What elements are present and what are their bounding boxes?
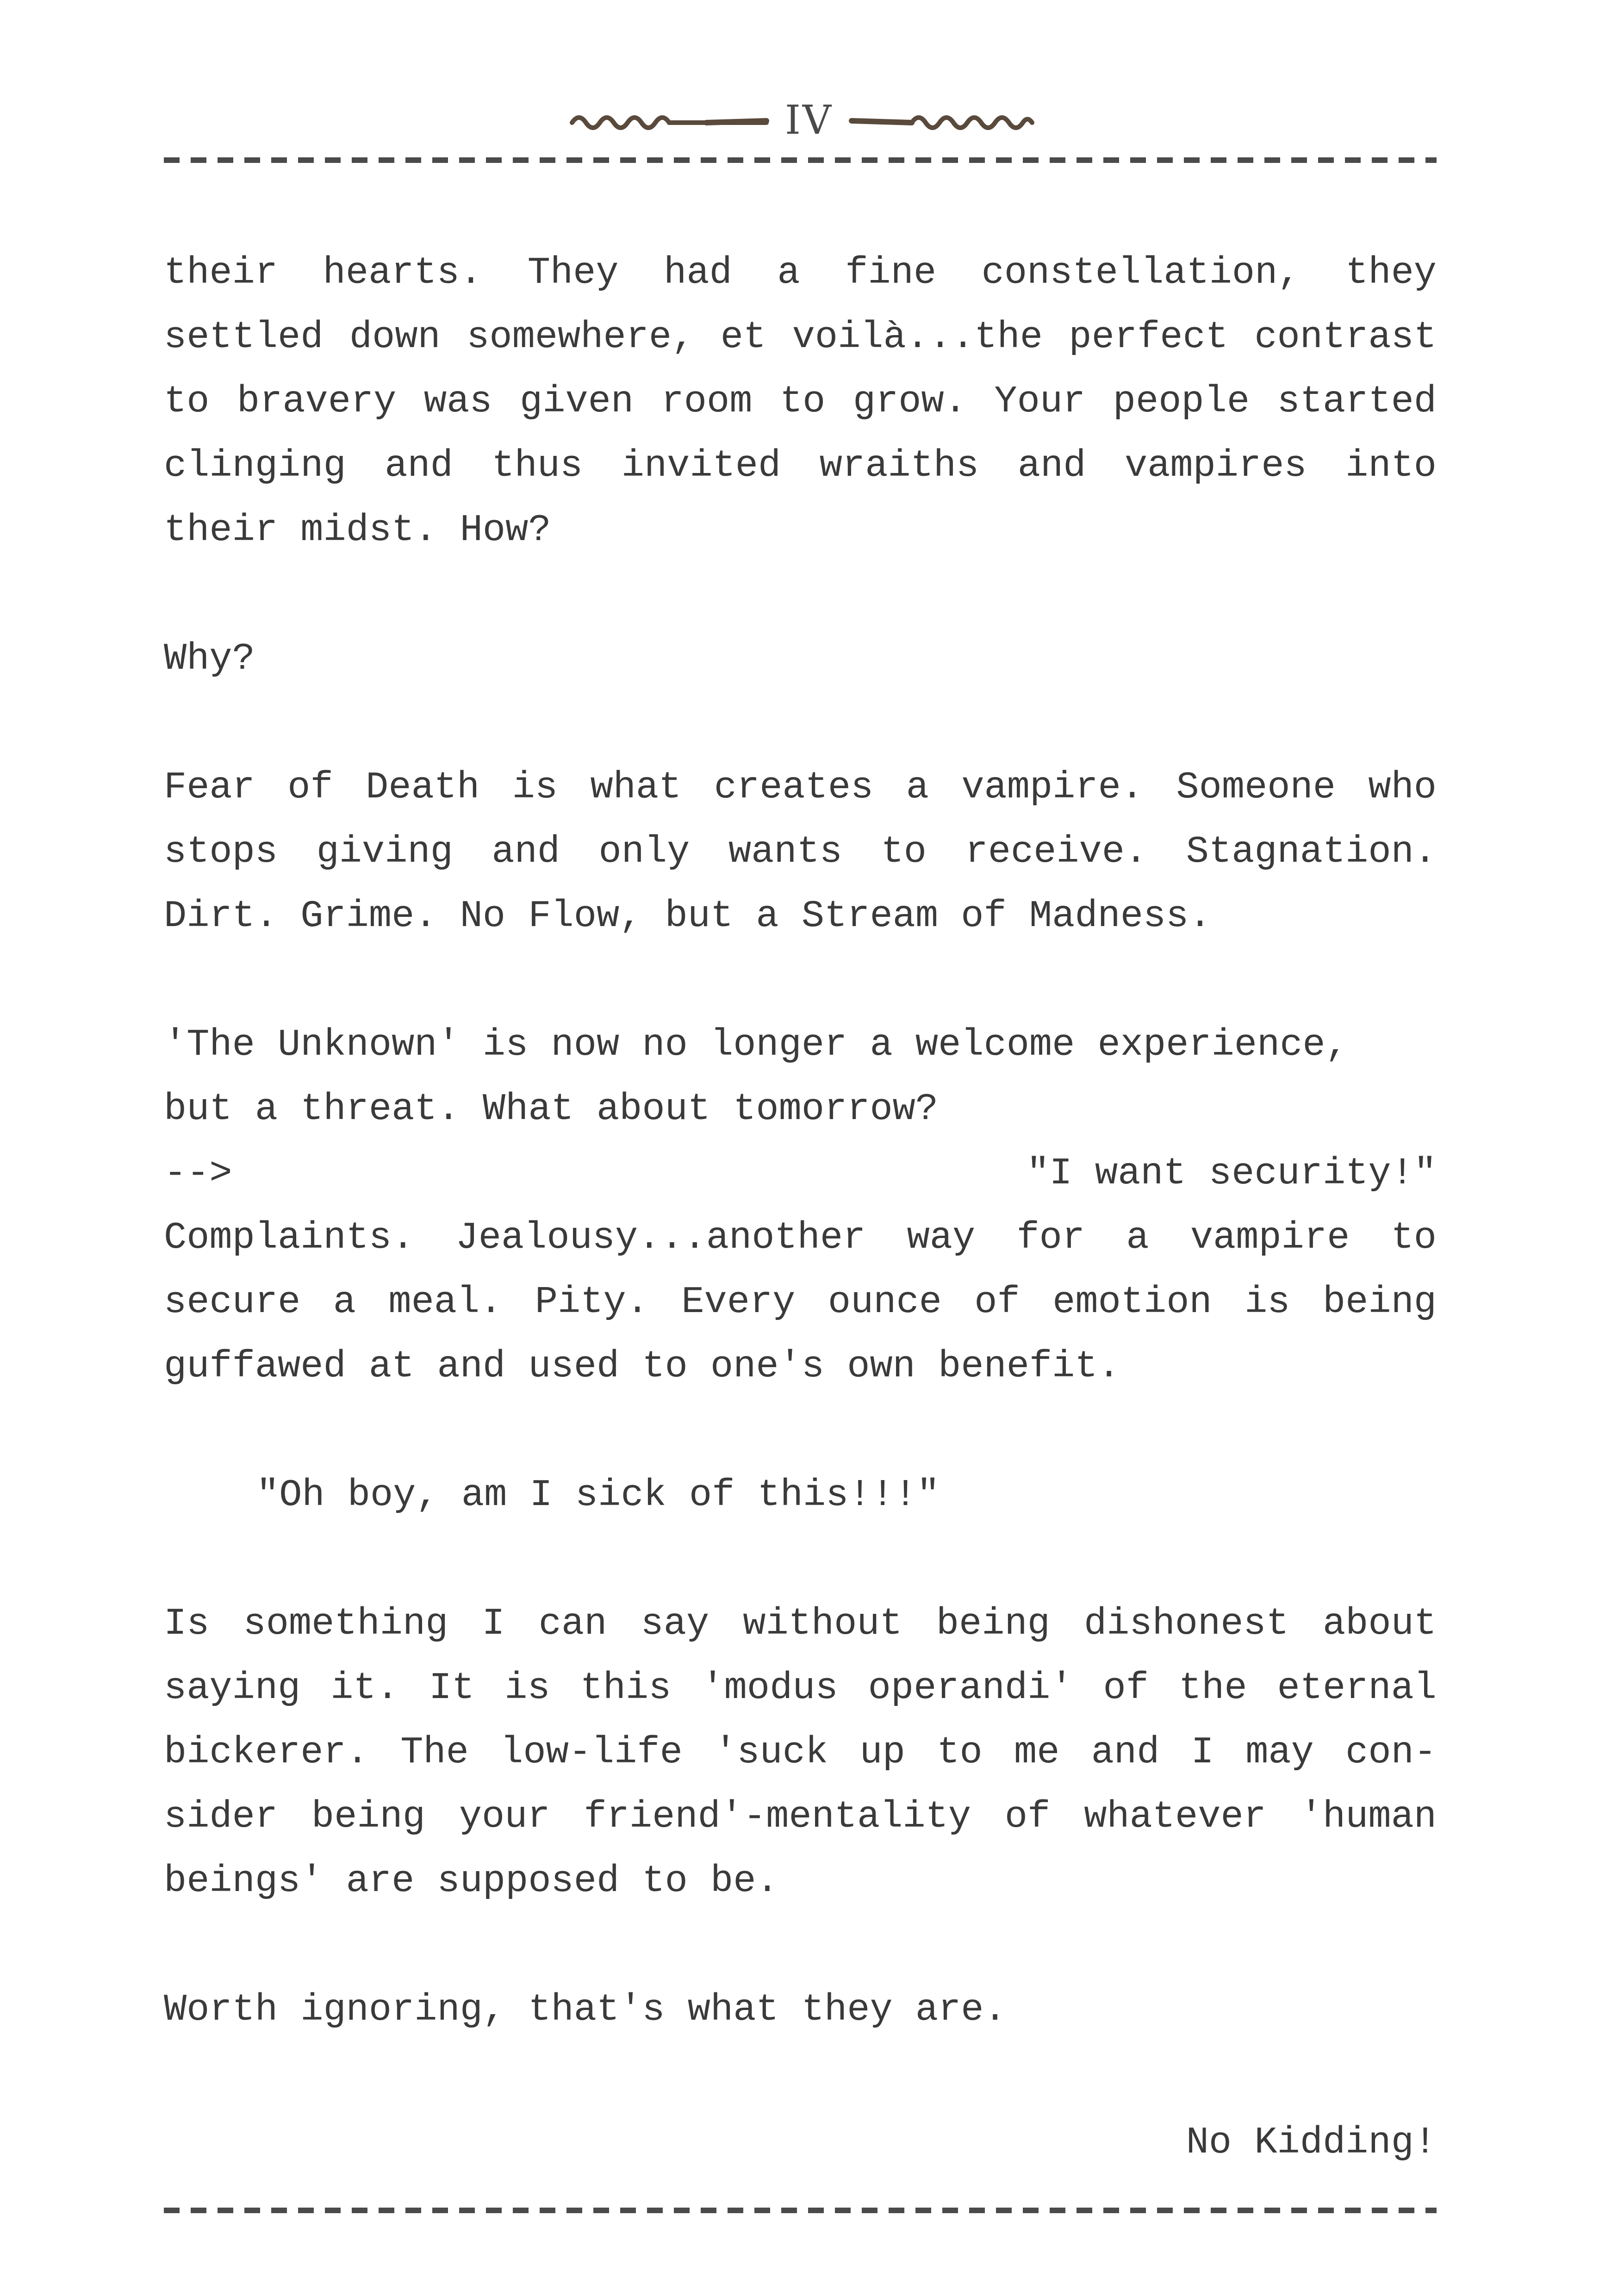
chapter-number: IV xyxy=(784,97,834,143)
security-quote: "I want security!" xyxy=(1027,1152,1437,1195)
sick-quote: "Oh boy, am I sick of this!!!" xyxy=(256,1474,940,1517)
complaints-text: Complaints. Jealousy...another way for a vampire to secure a meal. Pity. Every ounce of emotion is being guffawed at and used to one's own benefit. xyxy=(164,1216,1437,1388)
arrow-text: --> xyxy=(164,1152,232,1195)
paragraph-unknown xyxy=(164,1013,1437,1399)
body-text xyxy=(164,241,1437,2106)
signoff: No Kidding! xyxy=(1186,2121,1437,2164)
bottom-dashed-rule xyxy=(164,2208,1437,2213)
paragraph-fear: Fear of Death is what creates a vampire. Someone who stops giving and only wants to receive. Stagnation. Dirt. Grime. No Flow, but a Stream of Madness. xyxy=(164,766,1437,938)
unknown-line-2: but a threat. What about tomorrow? xyxy=(164,1088,939,1131)
chapter-header xyxy=(0,93,1618,148)
paragraph-dishonest: Is something I can say without being dishonest about saying it. It is this 'modus operandi' of the eternal bickerer. The low-life 'suck up to me and I may con-sider being your friend'-mentality of whatever 'human beings' are supposed to be. xyxy=(164,1602,1437,1903)
security-line xyxy=(164,1141,1437,1206)
paragraph-why: Why? xyxy=(164,637,255,680)
paragraph-hearts: their hearts. They had a fine constellation, they settled down somewhere, et voilà...the perfect contrast to bravery was given room to grow. Your people started clinging and thus invited wraiths and vampires into their midst. How? xyxy=(164,251,1437,552)
paragraph-worth-ignoring: Worth ignoring, that's what they are. xyxy=(164,1988,1007,2031)
left-ornament-icon xyxy=(567,104,771,137)
right-ornament-icon xyxy=(847,104,1051,137)
top-dashed-rule xyxy=(164,157,1437,163)
unknown-line-1: 'The Unknown' is now no longer a welcome experience, xyxy=(164,1023,1348,1066)
